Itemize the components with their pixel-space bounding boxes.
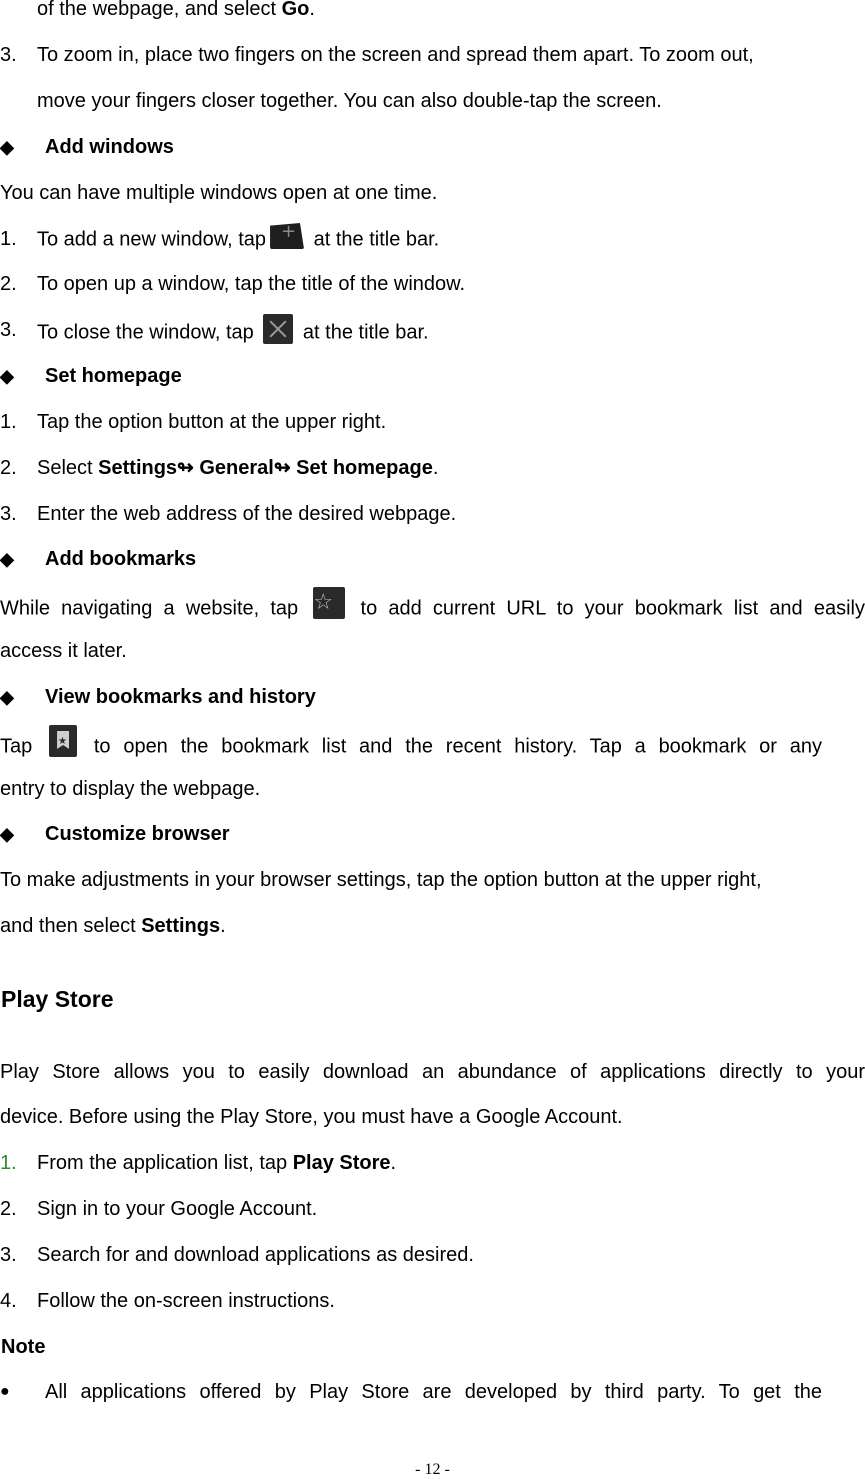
bookmarks-paragraph-cont: access it later. bbox=[0, 640, 127, 662]
star-bookmark-icon: ☆ bbox=[313, 587, 345, 619]
zoom-step: 3. To zoom in, place two fingers on the screen and spread them apart. To zoom out, bbox=[0, 44, 754, 66]
heading-add-bookmarks: ◆ Add bookmarks bbox=[0, 548, 197, 570]
view-bookmarks-paragraph: Tap ★ to open the bookmark list and the recent history. Tap a bookmark or any bbox=[0, 731, 822, 763]
play-store-step-1: 1. From the application list, tap Play Store. bbox=[0, 1152, 397, 1174]
add-window-icon bbox=[270, 223, 304, 249]
page-number: - 12 - bbox=[415, 1461, 450, 1478]
bookmarks-paragraph: While navigating a website, tap ☆ to add current URL to your bookmark list and easily bbox=[0, 593, 865, 625]
homepage-step-3: 3. Enter the web address of the desired webpage. bbox=[0, 503, 457, 525]
play-store-paragraph: Play Store allows you to easily download an abundance of applications directly to your bbox=[0, 1061, 865, 1083]
heading-customize-browser: ◆ Customize browser bbox=[0, 823, 230, 845]
bookmarks-icon bbox=[49, 725, 77, 757]
heading-view-bookmarks: ◆ View bookmarks and history bbox=[0, 686, 316, 708]
windows-step-3: 3. To close the window, tap at the title bar. bbox=[0, 318, 429, 348]
play-store-step-4: 4. Follow the on-screen instructions. bbox=[0, 1290, 335, 1312]
view-bookmarks-paragraph-cont: entry to display the webpage. bbox=[0, 778, 261, 800]
close-window-icon bbox=[263, 314, 293, 344]
continued-step: of the webpage, and select Go. bbox=[37, 0, 315, 20]
play-store-paragraph-cont: device. Before using the Play Store, you must have a Google Account. bbox=[0, 1106, 623, 1128]
homepage-step-2: 2. Select Settings↬ General↬ Set homepage. bbox=[0, 457, 439, 479]
play-store-step-2: 2. Sign in to your Google Account. bbox=[0, 1198, 318, 1220]
homepage-step-1: 1. Tap the option button at the upper right. bbox=[0, 411, 387, 433]
paragraph-windows: You can have multiple windows open at one time. bbox=[0, 182, 438, 204]
customize-paragraph-cont: and then select Settings. bbox=[0, 915, 226, 937]
windows-step-1: 1. To add a new window, tap+ at the title bar. bbox=[0, 227, 439, 253]
play-store-step-3: 3. Search for and download applications as desired. bbox=[0, 1244, 474, 1266]
heading-add-windows: ◆ Add windows bbox=[0, 136, 174, 158]
note-item: ● All applications offered by Play Store are developed by third party. To get the bbox=[0, 1381, 822, 1403]
heading-set-homepage: ◆ Set homepage bbox=[0, 365, 182, 387]
zoom-step-cont: move your fingers closer together. You can also double-tap the screen. bbox=[37, 90, 662, 112]
windows-step-2: 2. To open up a window, tap the title of the window. bbox=[0, 273, 466, 295]
note-heading: Note bbox=[1, 1336, 46, 1358]
section-title-play-store: Play Store bbox=[1, 986, 114, 1012]
customize-paragraph: To make adjustments in your browser settings, tap the option button at the upper right, bbox=[0, 869, 762, 891]
